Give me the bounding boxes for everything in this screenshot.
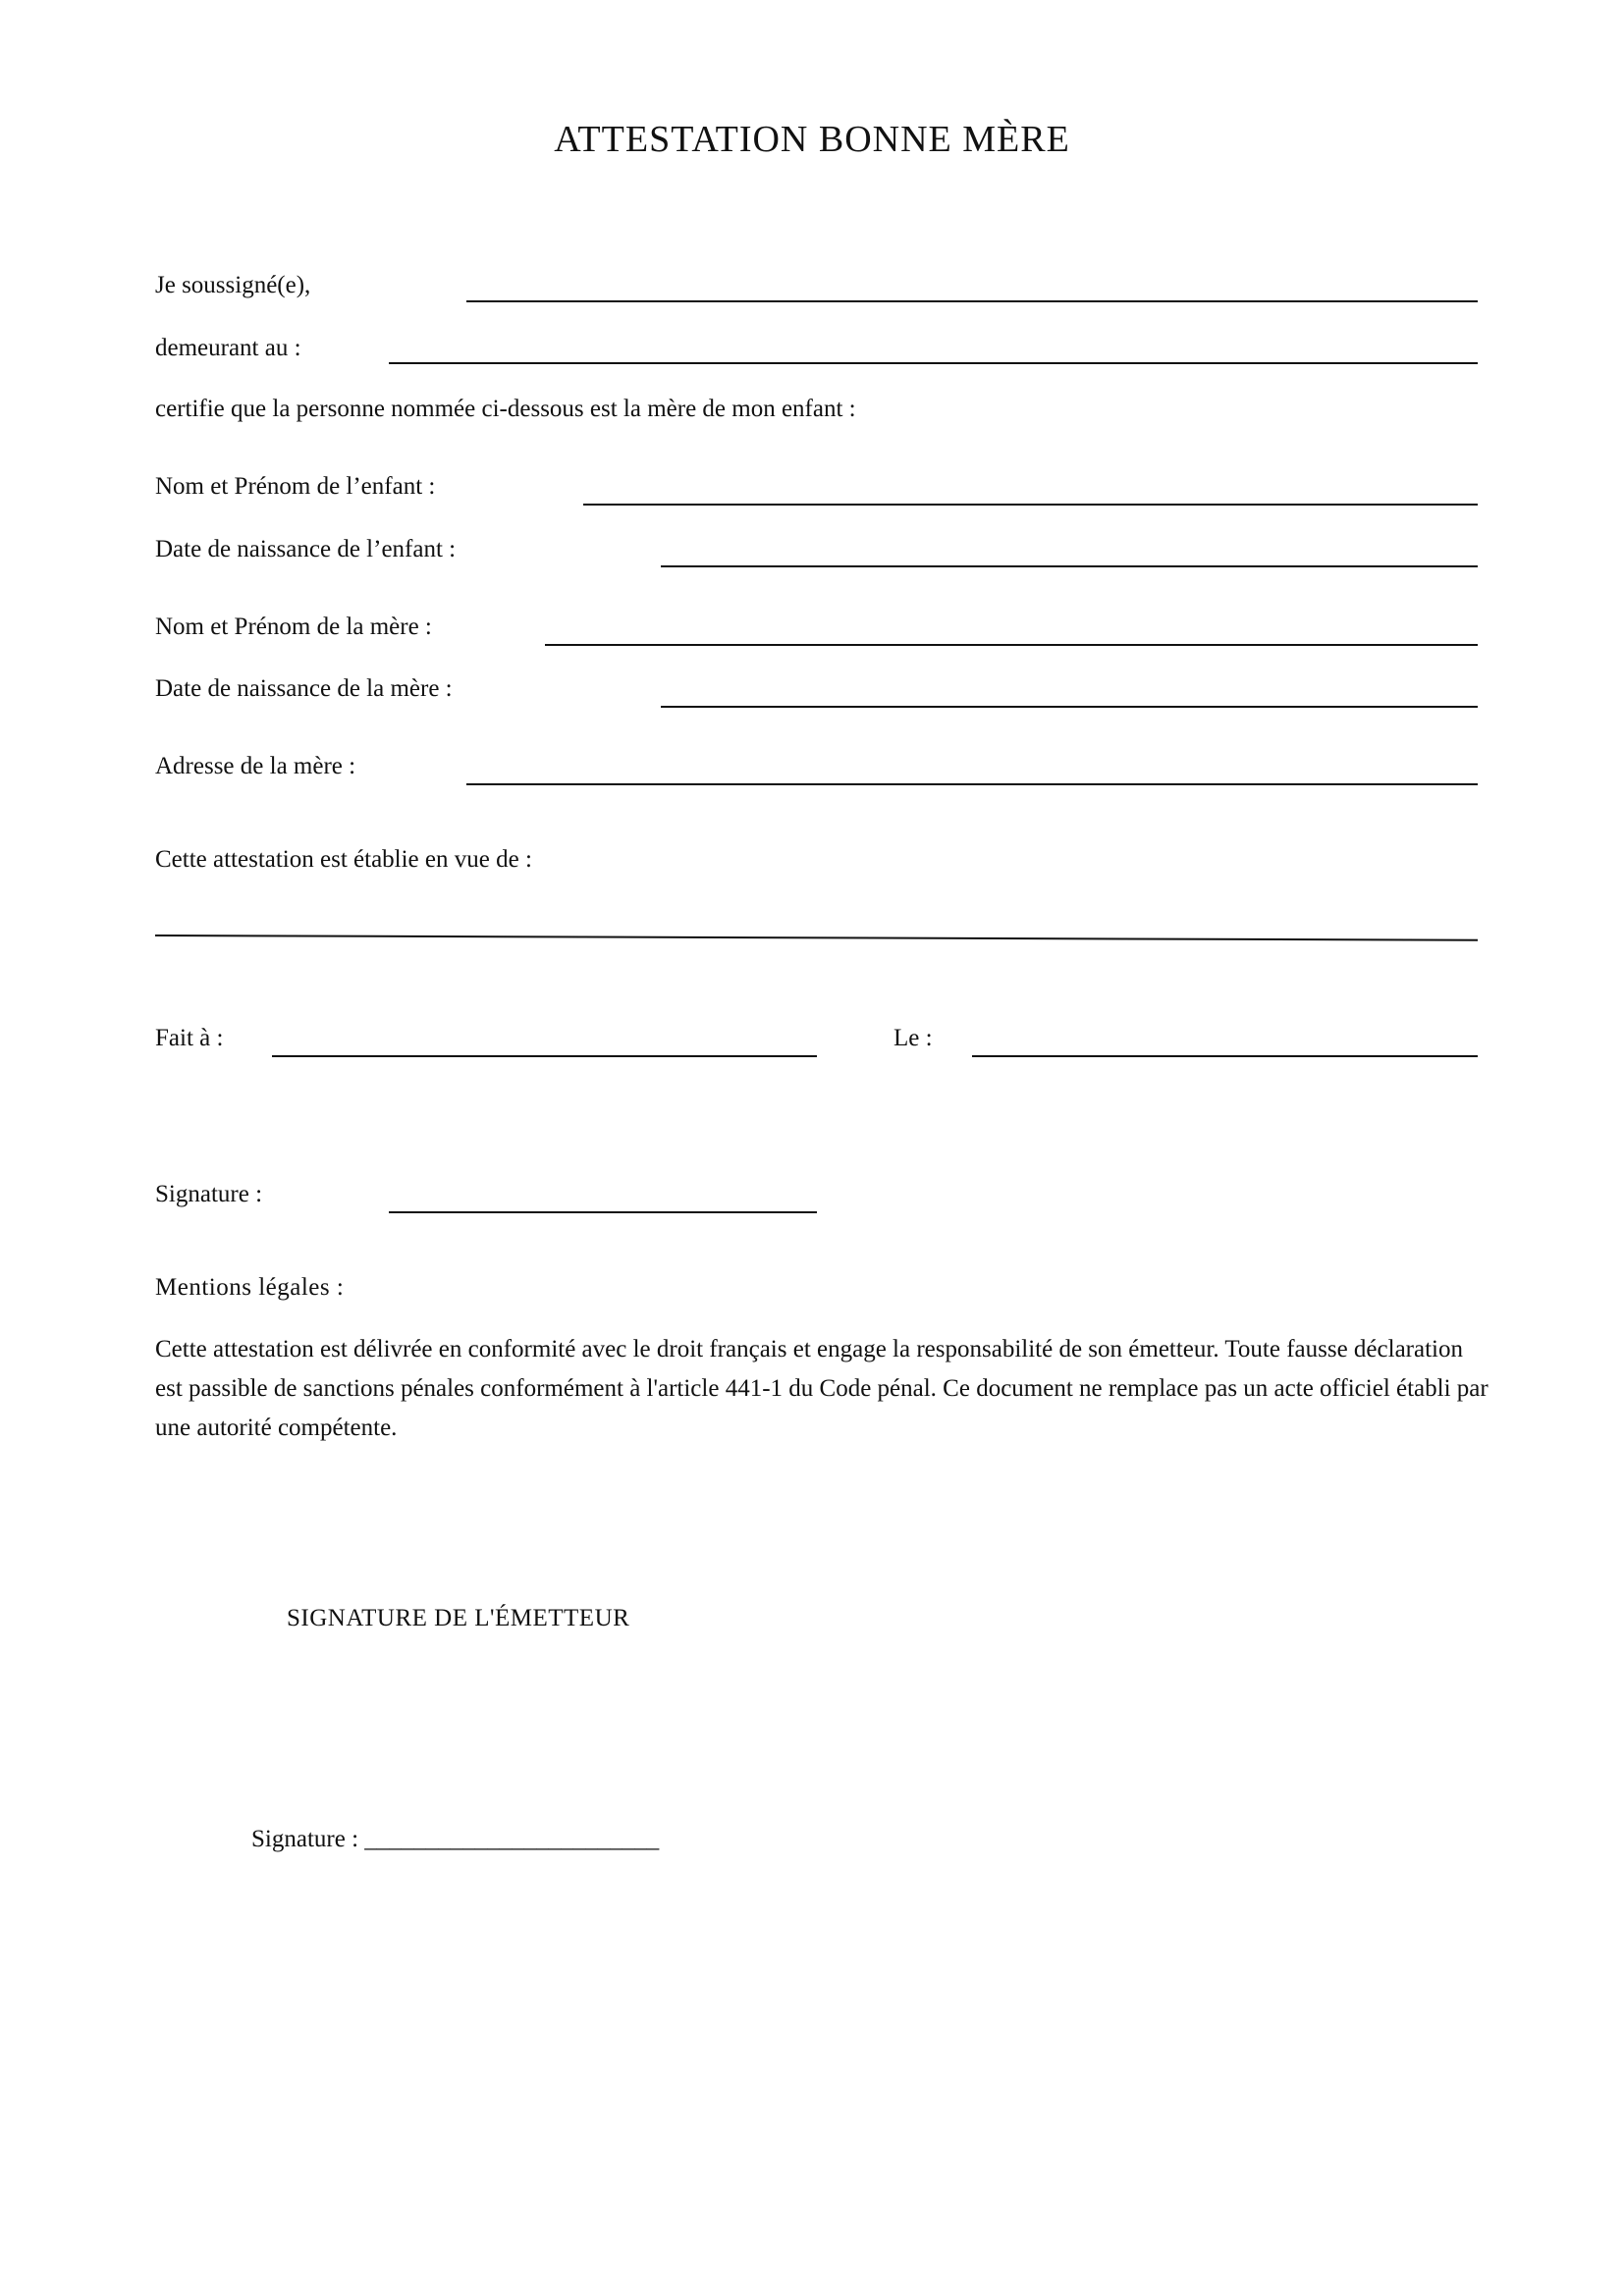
child-name-label: Nom et Prénom de l’enfant : (155, 473, 436, 500)
date-line[interactable] (972, 1055, 1478, 1057)
issuer-signature-line[interactable]: Signature : ________________________ (251, 1826, 660, 1852)
made-at-label: Fait à : (155, 1025, 224, 1051)
residing-line[interactable] (389, 362, 1478, 364)
certify-text: certifie que la personne nommée ci-dessous est la mère de mon enfant : (155, 396, 856, 422)
mother-name-label: Nom et Prénom de la mère : (155, 614, 432, 640)
date-label: Le : (893, 1025, 933, 1051)
child-birth-line[interactable] (661, 565, 1478, 567)
mother-address-line[interactable] (466, 783, 1478, 785)
mother-birth-label: Date de naissance de la mère : (155, 675, 453, 702)
signature-label: Signature : (155, 1181, 263, 1207)
undersigned-line[interactable] (466, 300, 1478, 302)
mother-name-line[interactable] (545, 644, 1478, 646)
undersigned-label: Je soussigné(e), (155, 272, 311, 298)
legal-text: Cette attestation est délivrée en conformité avec le droit français et engage la responsabilité de son émetteur. Toute fausse déclaration est passible de sanctions pénales conformément à l'article 441-1 du Code pénal. Ce document ne remplace pas un acte officiel établi par une autorité compétente. (155, 1336, 1489, 1441)
made-at-line[interactable] (272, 1055, 817, 1057)
mother-address-label: Adresse de la mère : (155, 753, 356, 779)
issuer-heading: SIGNATURE DE L'ÉMETTEUR (287, 1605, 630, 1631)
signature-line[interactable] (389, 1211, 817, 1213)
residing-label: demeurant au : (155, 335, 301, 361)
legal-heading: Mentions légales : (155, 1274, 345, 1301)
purpose-line[interactable] (155, 934, 1478, 941)
child-name-line[interactable] (583, 504, 1478, 506)
child-birth-label: Date de naissance de l’enfant : (155, 536, 457, 562)
mother-birth-line[interactable] (661, 706, 1478, 708)
page-title: ATTESTATION BONNE MÈRE (554, 119, 1070, 160)
purpose-label: Cette attestation est établie en vue de : (155, 846, 532, 873)
